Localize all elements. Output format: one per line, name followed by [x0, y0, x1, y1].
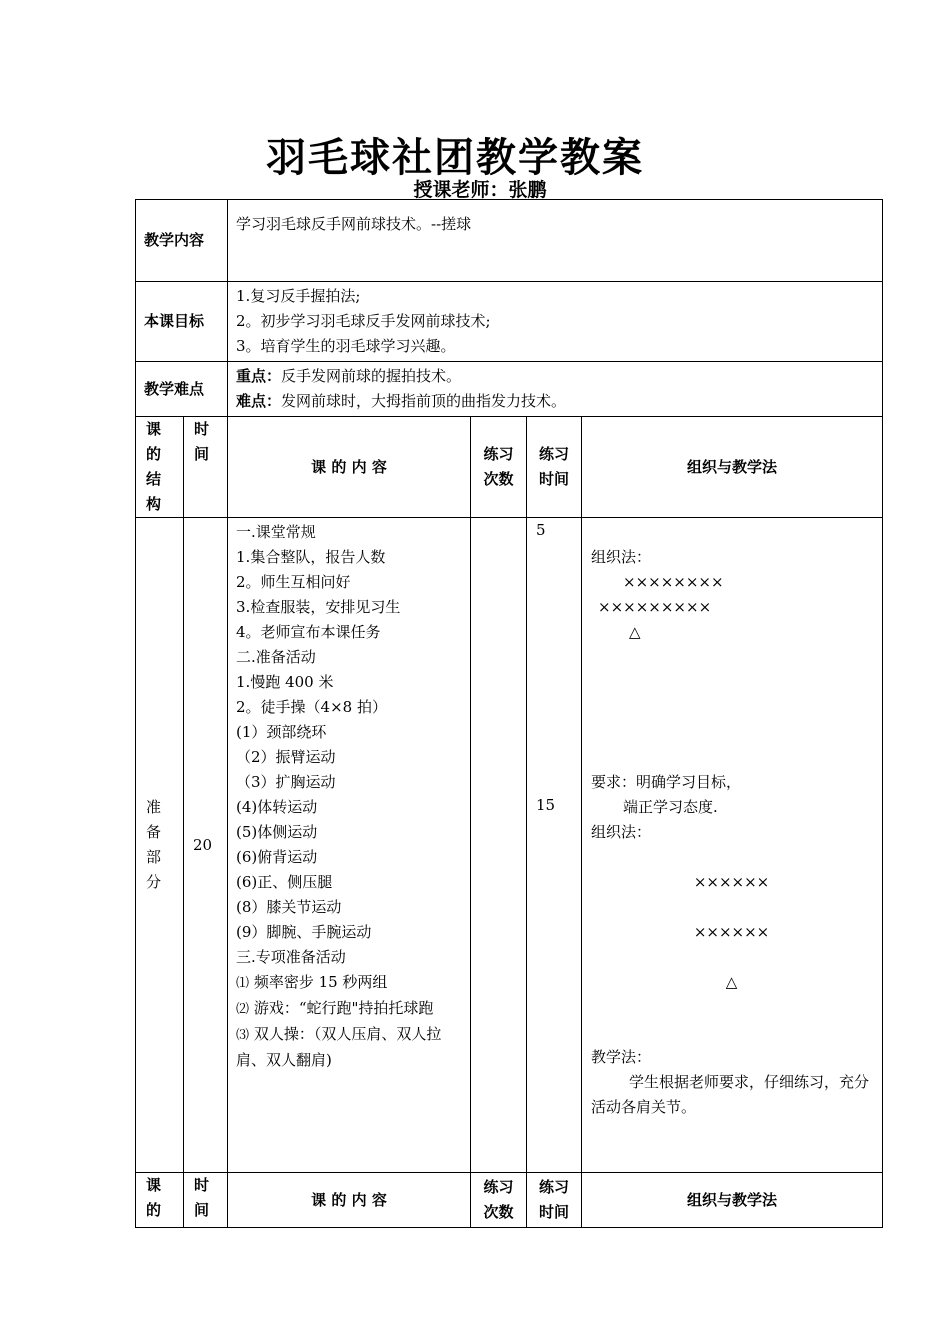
prep-method [582, 518, 883, 1173]
teacher-mark: △ [629, 623, 641, 641]
goal-item: 2。初步学习羽毛球反手发网前球技术; [236, 312, 491, 330]
header-content: 课 的 内 容 [228, 417, 471, 518]
content-line [236, 970, 462, 996]
content-line: 三.专项准备活动 [236, 948, 346, 966]
difficulty-label: 教学难点 [136, 362, 228, 417]
hard-point-text: 发网前球时，大拇指前顶的曲指发力技术。 [281, 392, 567, 410]
org-label: 组织法： [591, 823, 652, 841]
header-text: 练习 [483, 445, 514, 463]
item-text: 双人操：（双人压肩、双人拉肩、双人翻肩) [236, 1025, 442, 1069]
header-text: 练习 [483, 1178, 514, 1196]
content-line: (4)体转运动 [236, 798, 318, 816]
header-method: 组织与教学法 [582, 417, 883, 518]
formation-row: ×××××× [693, 873, 770, 891]
header-row [136, 417, 883, 518]
item-number: ⑴ [236, 976, 250, 991]
content-line: 2。徒手操（4×8 拍） [236, 698, 387, 716]
header-char: 课 [146, 1176, 162, 1194]
content-line: （3）扩胸运动 [236, 773, 336, 791]
content-line [236, 996, 462, 1022]
teach-text: 学生根据老师要求，仔细练习，充分活动各肩关节。 [591, 1073, 870, 1116]
header-method: 组织与教学法 [582, 1173, 883, 1228]
content-line: 二.准备活动 [236, 648, 316, 666]
goal-list [228, 282, 883, 362]
content-text: 学习羽毛球反手网前球技术。--搓球 [228, 200, 883, 282]
header-char: 间 [194, 445, 210, 463]
header-text: 次数 [483, 470, 514, 488]
header-char: 的 [146, 1201, 162, 1219]
prep-minutes: 20 [184, 518, 228, 1173]
header-char: 时 [194, 1176, 210, 1194]
content-line: 3.检查服装，安排见习生 [236, 598, 401, 616]
content-line: (8）膝关节运动 [236, 898, 342, 916]
header-text: 时间 [539, 1203, 570, 1221]
section-char: 准 [146, 798, 162, 816]
section-char: 部 [146, 848, 162, 866]
header-text: 次数 [483, 1203, 514, 1221]
header-char: 构 [146, 495, 162, 513]
difficulty-row [136, 362, 883, 417]
goal-label: 本课目标 [136, 282, 228, 362]
header-content: 课 的 内 容 [228, 1173, 471, 1228]
header-text: 练习 [539, 445, 570, 463]
content-line: （2）振臂运动 [236, 748, 336, 766]
teacher-mark: △ [725, 973, 738, 991]
header-char: 结 [146, 470, 162, 488]
page-title: 羽毛球社团教学教案 [266, 135, 644, 181]
content-line: 1.慢跑 400 米 [236, 673, 334, 691]
teach-label: 教学法： [591, 1048, 652, 1066]
key-point-label: 重点： [236, 367, 282, 385]
content-line: (6)正、侧压腿 [236, 873, 333, 891]
header-count [471, 1173, 527, 1228]
content-line: 4。老师宣布本课任务 [236, 623, 381, 641]
prep-count [471, 518, 527, 1173]
practice-time-2: 15 [536, 796, 556, 814]
hard-point-label: 难点： [236, 392, 282, 410]
difficulty-text [228, 362, 883, 417]
header-count [471, 417, 527, 518]
header-structure [136, 417, 184, 518]
header-text: 练习 [539, 1178, 570, 1196]
requirement: 端正学习态度. [623, 798, 718, 816]
content-line: 一.课堂常规 [236, 523, 316, 541]
lesson-plan-table [135, 199, 883, 1228]
content-row [136, 200, 883, 282]
key-point-text: 反手发网前球的握拍技术。 [281, 367, 462, 385]
header-char: 的 [146, 445, 162, 463]
content-line: (5)体侧运动 [236, 823, 318, 841]
header-practice-time [527, 417, 582, 518]
item-text: 频率密步 15 秒两组 [253, 973, 388, 991]
footer-header-row [136, 1173, 883, 1228]
header-practice-time [527, 1173, 582, 1228]
content-line: 2。师生互相问好 [236, 573, 351, 591]
formation-row: ×××××× [693, 923, 770, 941]
content-line: 1.集合整队，报告人数 [236, 548, 386, 566]
header-char: 时 [194, 420, 210, 438]
formation-row: ××××××××× [598, 598, 712, 616]
content-line: (9）脚腕、手腕运动 [236, 923, 372, 941]
content-label: 教学内容 [136, 200, 228, 282]
item-text: 游戏：“蛇行跑"持拍托球跑 [253, 999, 434, 1017]
header-char: 间 [194, 1201, 210, 1219]
item-number: ⑶ [236, 1028, 250, 1043]
hard-point [236, 389, 874, 414]
prep-content [228, 518, 471, 1173]
formation-row: ×××××××× [623, 573, 724, 591]
header-time [184, 1173, 228, 1228]
content-line: (1）颈部绕环 [236, 723, 327, 741]
prep-practice-time [527, 518, 582, 1173]
teacher-name: 授课老师：张鹏 [413, 179, 547, 201]
org-label: 组织法： [591, 548, 652, 566]
prep-section-label [136, 518, 184, 1173]
section-char: 备 [146, 823, 162, 841]
item-number: ⑵ [236, 1002, 250, 1017]
header-text: 时间 [539, 470, 570, 488]
header-char: 课 [146, 420, 162, 438]
goal-row [136, 282, 883, 362]
content-line: (6)俯背运动 [236, 848, 318, 866]
header-structure [136, 1173, 184, 1228]
section-char: 分 [146, 873, 162, 891]
goal-item: 1.复习反手握拍法; [236, 287, 361, 305]
key-point [236, 364, 874, 389]
content-line [236, 1022, 462, 1073]
header-time [184, 417, 228, 518]
practice-time-1: 5 [536, 521, 546, 539]
goal-item: 3。培育学生的羽毛球学习兴趣。 [236, 337, 456, 355]
requirement: 要求：明确学习目标， [591, 773, 742, 791]
prep-row [136, 518, 883, 1173]
